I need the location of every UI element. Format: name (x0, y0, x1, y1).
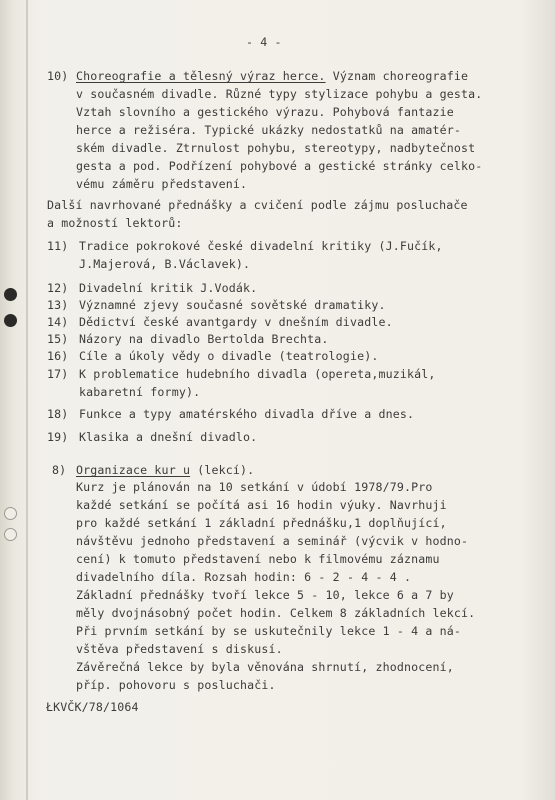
punch-hole (4, 507, 17, 520)
item-text: Funkce a typy amatérského divadla dříve a dnes. (79, 407, 415, 421)
section-10-line: ském divadle. Ztrnulost pohybu, stereotypy, nadbytečnost (76, 141, 476, 155)
item-number: 16) (47, 349, 69, 363)
section-8-line: měly dvojnásobný počet hodin. Celkem 8 základních lekcí. (76, 606, 476, 620)
punch-hole (4, 288, 17, 301)
item-text: Tradice pokrokové české divadelní kritiky (J.Fučík, (79, 239, 443, 253)
section-8-line: příp. pohovoru s posluchači. (76, 678, 276, 692)
section-8-heading-suffix: (lekcí). (190, 463, 255, 477)
item-number: 14) (47, 315, 69, 329)
section-10-first-line: Význam choreografie (325, 69, 469, 83)
section-10-heading-line (76, 68, 468, 84)
item-number: 15) (47, 332, 69, 346)
section-10-line: gesta a pod. Podřízení pohybové a gestické stránky celko- (76, 159, 483, 173)
item-number: 17) (47, 367, 69, 381)
section-10-line: Vztah slovního a gestického výrazu. Pohybová fantazie (76, 105, 454, 119)
item-text: Cíle a úkoly vědy o divadle (teatrologie). (79, 349, 379, 363)
item-text: J.Majerová, B.Václavek). (79, 257, 251, 271)
intro-line: a možností lektorů: (47, 216, 183, 230)
section-8-line: Kurz je plánován na 10 setkání v údobí 1978/79.Pro (76, 480, 433, 494)
section-8-heading: Organizace kur_u (76, 463, 191, 477)
intro-line: Další navrhované přednášky a cvičení podle zájmu posluchače (47, 198, 468, 212)
section-8-line: Při prvním setkání by se uskutečnily lekce 1 - 4 a ná- (76, 624, 462, 638)
section-10-number: 10) (47, 69, 69, 83)
section-8-line: pro každé setkání 1 základní přednášku,1 doplňující, (76, 516, 447, 530)
punch-hole (4, 314, 17, 327)
page-fold-line (26, 0, 28, 800)
item-text: Dědictví české avantgardy v dnešním divadle. (79, 315, 393, 329)
section-8-line: divadelního díla. Rozsah hodin: 6 - 2 - 4 - 4 . (76, 570, 412, 584)
item-text: kabaretní formy). (79, 385, 201, 399)
section-8-line: vštěva představení s diskusí. (76, 642, 283, 656)
item-text: K problematice hudebního divadla (opereta,muzikál, (79, 367, 436, 381)
section-8-line: Závěrečná lekce by byla věnována shrnutí, zhodnocení, (76, 660, 454, 674)
section-8-heading-line (76, 462, 254, 478)
section-8-line: každé setkání se počítá asi 16 hodin výuky. Navrhuji (76, 498, 447, 512)
section-8-line: cení) k tomuto představení nebo k filmovému záznamu (76, 552, 440, 566)
reference-code: ŁKVČK/78/1064 (46, 700, 139, 714)
item-number: 12) (47, 281, 69, 295)
section-8-line: návštěvu jednoho představení a seminář (výcvik v hodno- (76, 534, 469, 548)
page-number: - 4 - (246, 35, 282, 49)
section-8-number: 8) (52, 463, 67, 477)
item-text: Divadelní kritik J.Vodák. (79, 281, 258, 295)
item-number: 19) (47, 430, 69, 444)
item-text: Klasika a dnešní divadlo. (79, 430, 258, 444)
item-number: 11) (47, 239, 69, 253)
section-10-line: herce a režiséra. Typické ukázky nedostatků na amatér- (76, 123, 462, 137)
punch-hole (4, 528, 17, 541)
item-number: 18) (47, 407, 69, 421)
item-text: Názory na divadlo Bertolda Brechta. (79, 332, 329, 346)
item-number: 13) (47, 298, 69, 312)
section-10-heading: Choreografie a tělesný výraz herce. (76, 69, 326, 83)
section-8-line: Základní přednášky tvoří lekce 5 - 10, lekce 6 a 7 by (76, 588, 454, 602)
item-text: Významné zjevy současné sovětské dramatiky. (79, 298, 386, 312)
section-10-line: vému záměru představení. (76, 177, 248, 191)
section-10-line: v současném divadle. Různé typy stylizace pohybu a gesta. (76, 87, 483, 101)
